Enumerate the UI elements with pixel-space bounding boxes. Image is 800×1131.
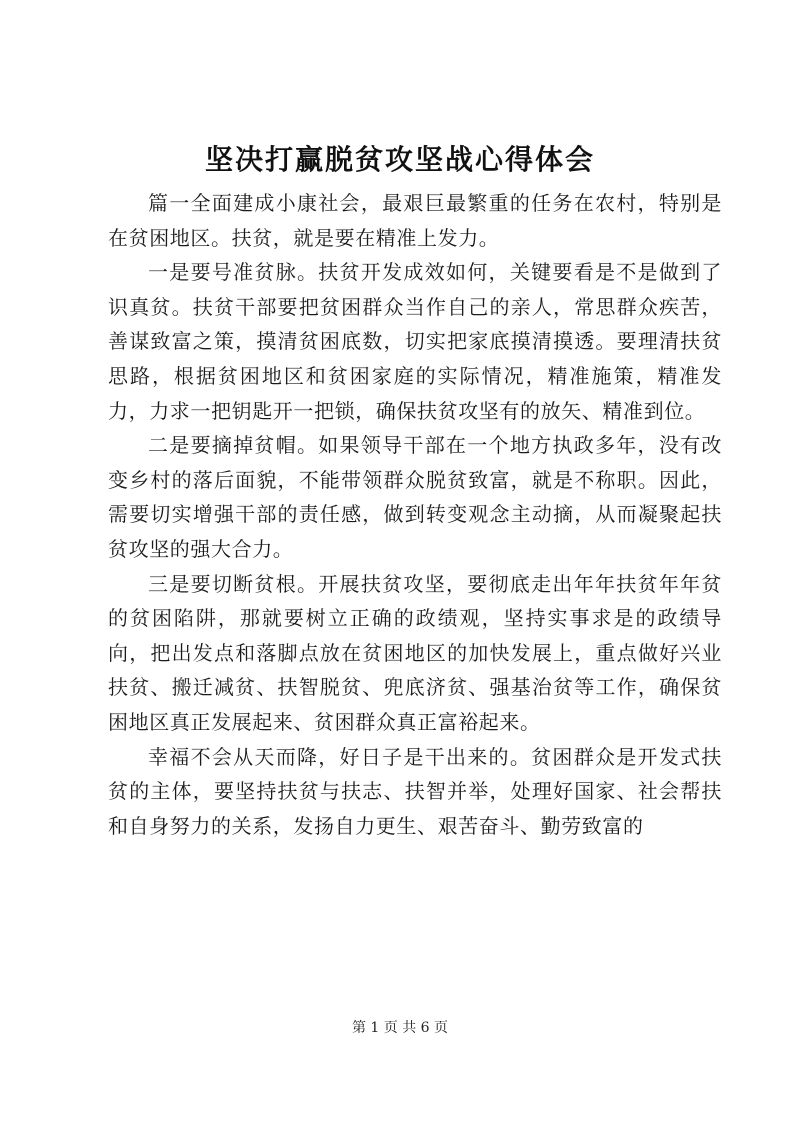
paragraph-conclusion: 幸福不会从天而降，好日子是干出来的。贫困群众是开发式扶贫的主体，要坚持扶贫与扶志、扶智并举，处理好国家、社会帮扶和自身努力的关系，发扬自力更生、艰苦奋斗、勤劳致富的 (108, 744, 722, 838)
page-footer: 第 1 页 共 6 页 (351, 1020, 449, 1036)
paragraph-point-three: 三是要切断贫根。开展扶贫攻坚，要彻底走出年年扶贫年年贫的贫困陷阱，那就要树立正确的政绩观，坚持实事求是的政绩导向，把出发点和落脚点放在贫困地区的加快发展上，重点做好兴业扶贫、搬迁减贫、扶智脱贫、兜底济贫、强基治贫等工作，确保贫困地区真正发展起来、贫困群众真正富裕起来。 (108, 571, 722, 734)
paragraph-point-two: 二是要摘掉贫帽。如果领导干部在一个地方执政多年，没有改变乡村的落后面貌，不能带领群众脱贫致富，就是不称职。因此，需要切实增强干部的责任感，做到转变观念主动摘，从而凝聚起扶贫攻坚的强大合力。 (108, 433, 722, 561)
document-title: 坚决打赢脱贫攻坚战心得体会 (204, 143, 595, 176)
paragraph-intro: 篇一全面建成小康社会，最艰巨最繁重的任务在农村，特别是在贫困地区。扶贫，就是要在精准上发力。 (108, 191, 722, 250)
paragraph-point-one: 一是要号准贫脉。扶贫开发成效如何，关键要看是不是做到了识真贫。扶贫干部要把贫困群众当作自己的亲人，常思群众疾苦，善谋致富之策，摸清贫困底数，切实把家底摸清摸透。要理清扶贫思路，根据贫困地区和贫困家庭的实际情况，精准施策，精准发力，力求一把钥匙开一把锁，确保扶贫攻坚有的放矢、精准到位。 (108, 260, 722, 423)
document-body (108, 186, 722, 843)
